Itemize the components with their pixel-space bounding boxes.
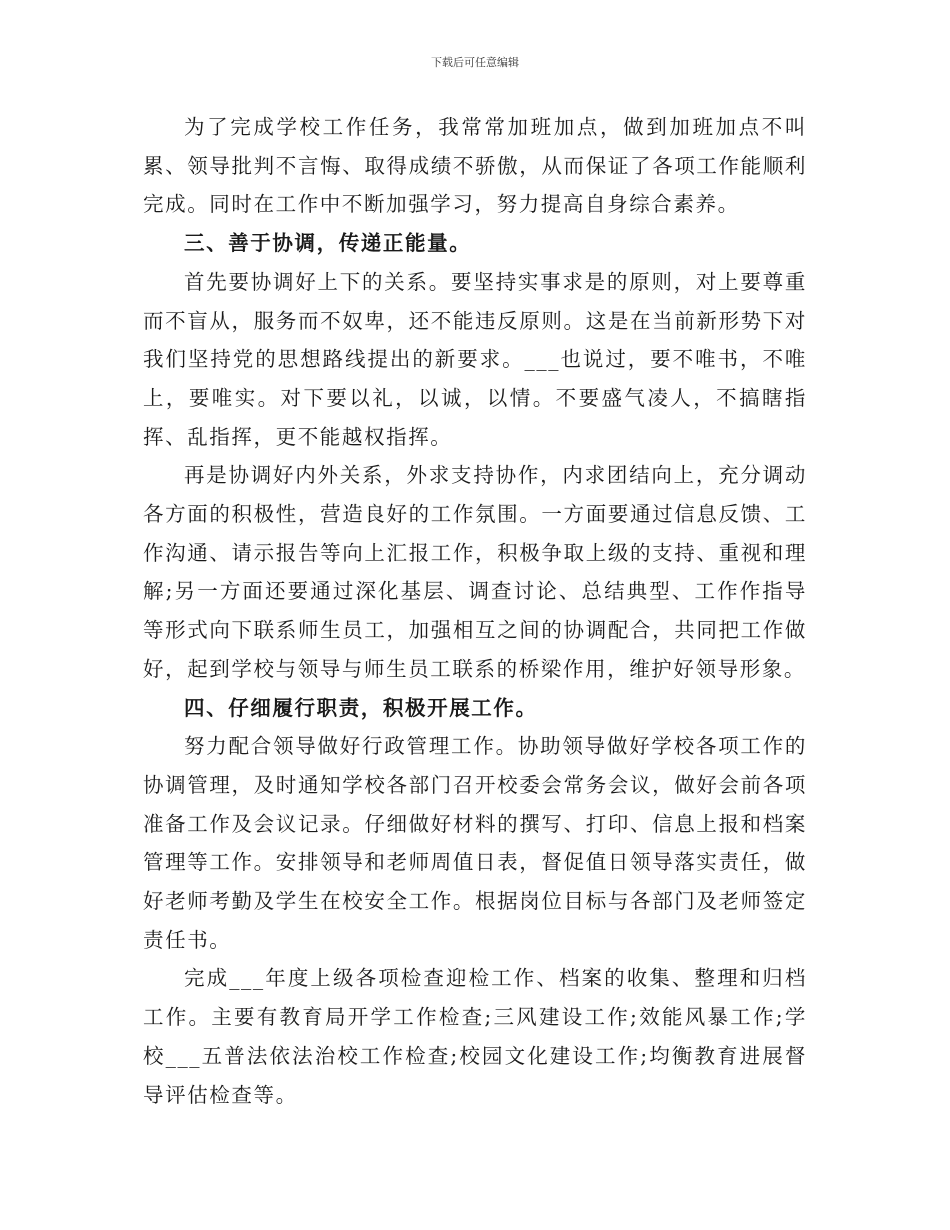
paragraph-work-effort: 为了完成学校工作任务，我常常加班加点，做到加班加点不叫累、领导批判不言悔、取得成绩不骄傲，从而保证了各项工作能顺利完成。同时在工作中不断加强学习，努力提高自身综合素养。: [143, 115, 807, 217]
document-body: [143, 108, 807, 1114]
paragraph-inspection-work: 完成___年度上级各项检查迎检工作、档案的收集、整理和归档工作。主要有教育局开学工作检查;三风建设工作;效能风暴工作;学校___五普法依法治校工作检查;校园文化建设工作;均衡教育进展督导评估检查等。: [143, 966, 807, 1107]
paragraph-internal-external-relations: 再是协调好内外关系，外求支持协作，内求团结向上，充分调动各方面的积极性，营造良好的工作氛围。一方面要通过信息反馈、工作沟通、请示报告等向上汇报工作，积极争取上级的支持、重视和理解;另一方面还要通过深化基层、调查讨论、总结典型、工作作指导等形式向下联系师生员工，加强相互之间的协调配合，共同把工作做好，起到学校与领导与师生员工联系的桥梁作用，维护好领导形象。: [143, 463, 807, 681]
paragraph-upper-lower-relations: 首先要协调好上下的关系。要坚持实事求是的原则，对上要尊重而不盲从，服务而不奴卑，还不能违反原则。这是在当前新形势下对我们坚持党的思想路线提出的新要求。___也说过，要不唯书，不唯上，要唯实。对下要以礼，以诚，以情。不要盛气凌人，不搞瞎指挥、乱指挥，更不能越权指挥。: [143, 269, 807, 449]
section-heading-3: 三、善于协调，传递正能量。: [184, 231, 472, 256]
section-heading-4: 四、仔细履行职责，积极开展工作。: [184, 695, 538, 720]
paragraph-administrative-work: 努力配合领导做好行政管理工作。协助领导做好学校各项工作的协调管理，及时通知学校各部门召开校委会常务会议，做好会前各项准备工作及会议记录。仔细做好材料的撰写、打印、信息上报和档案管理等工作。安排领导和老师周值日表，督促值日领导落实责任，做好老师考勤及学生在校安全工作。根据岗位目标与各部门及老师签定责任书。: [143, 734, 807, 952]
page-header: 下载后可任意编辑: [431, 56, 519, 69]
